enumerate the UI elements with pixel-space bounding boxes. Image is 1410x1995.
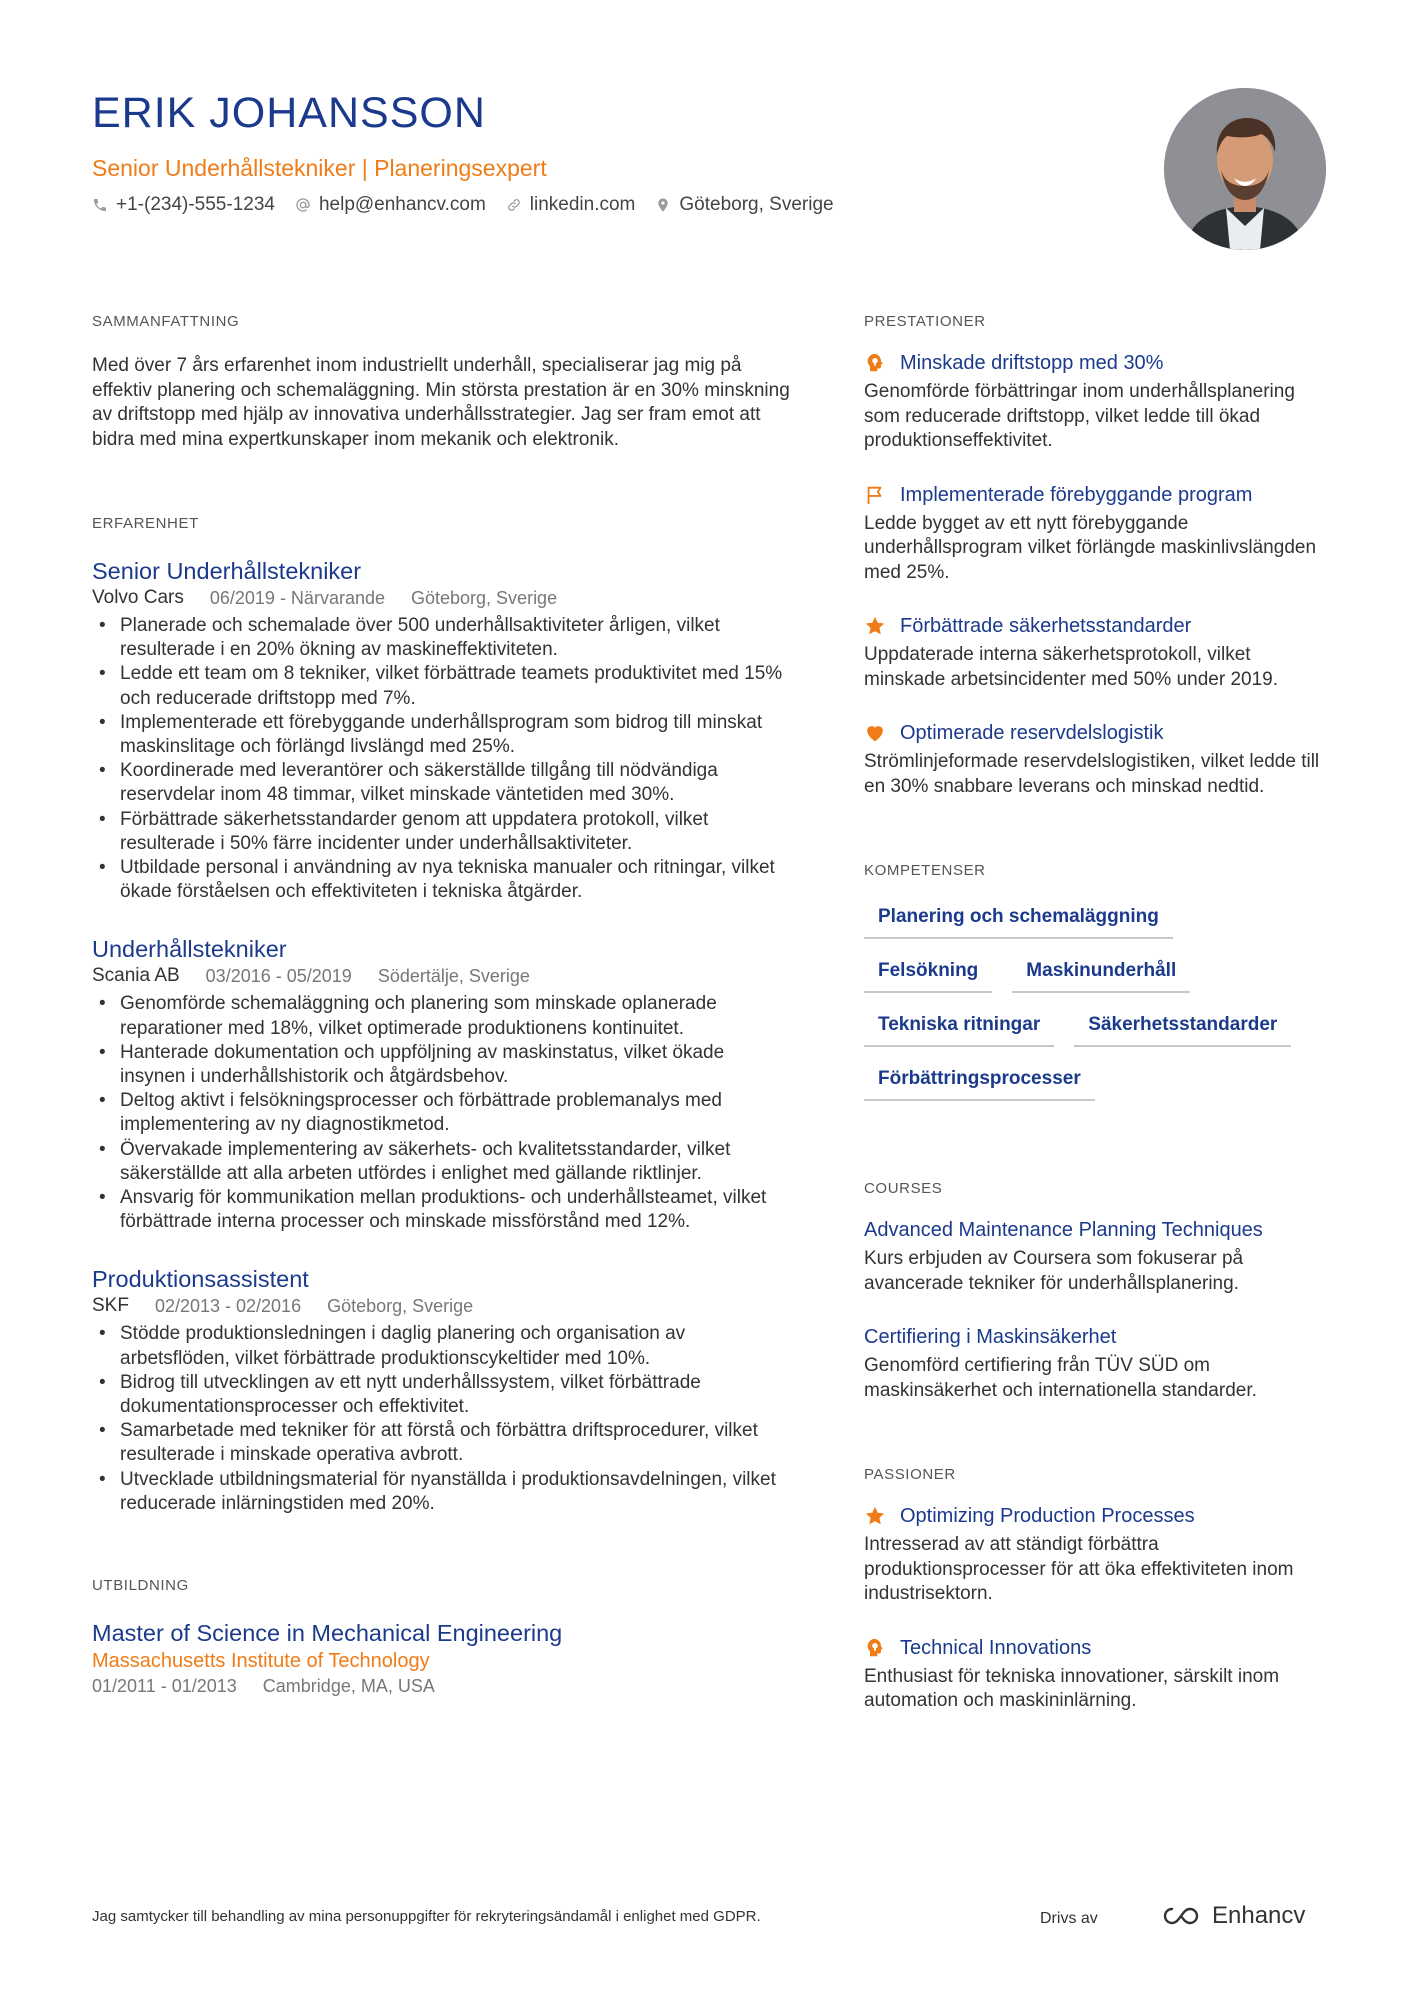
job-meta <box>92 1294 792 1318</box>
lightbulb-head-icon <box>864 1637 886 1659</box>
flag-icon <box>864 484 886 506</box>
achievement-desc: Strömlinjeformade reservdelslogistiken, vilket ledde till en 30% snabbare leverans och minskad nedtid. <box>864 751 1320 797</box>
section-title-summary: SAMMANFATTNING <box>92 313 240 330</box>
job-bullet: • Samarbetade med tekniker för att förstå och förbättra driftsprocedurer, vilket resulterade i minskade operativa avbrott. <box>92 1419 792 1467</box>
achievement-title: Minskade driftstopp med 30% <box>900 352 1164 374</box>
job-bullet: • Utbildade personal i användning av nya tekniska manualer och ritningar, vilket ökade förståelsen och effektiviteten i tekniska åtgärder. <box>92 856 792 904</box>
enhancv-logo-text: Enhancv <box>1212 1902 1306 1929</box>
job-company: Volvo Cars <box>92 587 184 608</box>
enhancv-logo[interactable] <box>1158 1902 1305 1930</box>
job-dates: 06/2019 - Närvarande <box>209 588 385 608</box>
phone-text: +1-(234)-555-1234 <box>116 194 275 215</box>
achievement-title: Förbättrade säkerhetsstandarder <box>900 615 1192 637</box>
job-bullets <box>92 1322 792 1516</box>
skill-tag: Felsökning <box>864 953 992 993</box>
link-icon <box>506 197 522 213</box>
achievement-desc: Ledde bygget av ett nytt förebyggande underhållsprogram vilket förlängde maskinlivslängden med 25%. <box>864 512 1317 583</box>
education-location: Cambridge, MA, USA <box>262 1676 435 1697</box>
job-bullet: • Planerade och schemalade över 500 underhållsaktiviteter årligen, vilket resulterade i en 20% ökning av maskineffektiviteten. <box>92 614 792 662</box>
achievement-item <box>864 613 1326 692</box>
job-meta <box>92 964 792 988</box>
right-column <box>864 312 1326 1714</box>
contact-email[interactable] <box>295 194 486 216</box>
education-meta <box>92 1674 792 1698</box>
section-title-achievements: PRESTATIONER <box>864 313 986 330</box>
passion-desc: Enthusiast för tekniska innovationer, särskilt inom automation och maskininlärning. <box>864 1665 1280 1711</box>
achievement-item <box>864 482 1326 586</box>
linkedin-text[interactable]: linkedin.com <box>529 194 636 215</box>
passion-item <box>864 1503 1326 1607</box>
course-title: Certifiering i Maskinsäkerhet <box>864 1326 1117 1348</box>
star-icon <box>864 615 886 637</box>
passion-title: Technical Innovations <box>900 1636 1092 1659</box>
job-location: Göteborg, Sverige <box>411 588 558 608</box>
heart-icon <box>864 722 886 744</box>
job-bullets <box>92 992 792 1234</box>
achievement-desc: Uppdaterade interna säkerhetsprotokoll, vilket minskade arbetsincidenter med 50% under 2019. <box>864 644 1279 690</box>
location-text: Göteborg, Sverige <box>679 194 834 215</box>
job-bullet: • Koordinerade med leverantörer och säkerställde tillgång till nödvändiga reservdelar inom 48 timmar, vilket minskade väntetiden med 30%. <box>92 759 792 807</box>
course-title: Advanced Maintenance Planning Techniques <box>864 1219 1263 1241</box>
skill-tag: Tekniska ritningar <box>864 1007 1054 1047</box>
job-bullet: • Utvecklade utbildningsmaterial för nyanställda i produktionsavdelningen, vilket reducerade inlärningstiden med 20%. <box>92 1468 792 1516</box>
section-title-education: UTBILDNING <box>92 1577 189 1595</box>
job-bullet: • Hanterade dokumentation och uppföljning av maskinstatus, vilket ökade insynen i underhållshistorik och åtgärdsbehov. <box>92 1041 792 1089</box>
job-title: Underhållstekniker <box>92 936 287 963</box>
education-school: Massachusetts Institute of Technology <box>92 1650 430 1673</box>
resume-header <box>92 88 1112 216</box>
at-icon <box>295 197 311 213</box>
candidate-headline: Senior Underhållstekniker | Planeringsexpert <box>92 155 547 181</box>
achievement-title: Optimerade reservdelslogistik <box>900 722 1164 744</box>
job-title: Senior Underhållstekniker <box>92 558 362 584</box>
achievement-desc: Genomförde förbättringar inom underhållsplanering som reducerade driftstopp, vilket ledde till ökad produktionseffektivitet. <box>864 381 1295 451</box>
job-bullet: • Bidrog till utvecklingen av ett nytt underhållssystem, vilket förbättrade dokumentationsprocesser och effektivitet. <box>92 1371 792 1419</box>
job-location: Södertälje, Sverige <box>377 966 530 987</box>
achievement-title: Implementerade förebyggande program <box>900 483 1253 506</box>
job-bullet: • Genomförde schemaläggning och planering som minskade oplanerade reparationer med 18%, vilket optimerade produktionens kontinuitet. <box>92 992 792 1040</box>
left-column <box>92 312 792 1698</box>
job-bullet: • Stödde produktionsledningen i daglig planering och organisation av arbetsflöden, vilket förbättrade produktionscykeltider med 10%. <box>92 1322 792 1370</box>
job-location: Göteborg, Sverige <box>327 1296 474 1317</box>
achievement-item <box>864 720 1326 799</box>
skill-tag: Säkerhetsstandarder <box>1074 1007 1291 1047</box>
lightbulb-head-icon <box>864 352 886 374</box>
contact-linkedin[interactable] <box>506 194 636 216</box>
job-bullet: • Ansvarig för kommunikation mellan produktions- och underhållsteamet, vilket förbättrade interna processer och minskade missförstånd med 12%. <box>92 1186 792 1234</box>
job-title: Produktionsassistent <box>92 1266 309 1293</box>
experience-entry <box>92 934 792 1234</box>
job-bullets <box>92 614 792 904</box>
phone-icon <box>92 197 108 213</box>
avatar <box>1164 88 1326 250</box>
skill-tag: Förbättringsprocesser <box>864 1061 1095 1101</box>
skills-list <box>864 899 1326 1115</box>
course-item <box>864 1217 1326 1296</box>
skill-tag: Maskinunderhåll <box>1012 953 1190 993</box>
job-company: SKF <box>92 1295 129 1317</box>
course-desc: Genomförd certifiering från TÜV SÜD om maskinsäkerhet och internationella standarder. <box>864 1355 1257 1401</box>
section-title-experience: ERFARENHET <box>92 515 199 532</box>
enhancv-logo-icon <box>1158 1904 1204 1928</box>
job-company: Scania AB <box>92 965 180 987</box>
achievement-item <box>864 350 1326 454</box>
powered-by-label: Drivs av <box>1040 1910 1098 1927</box>
education-degree: Master of Science in Mechanical Engineering <box>92 1620 563 1647</box>
experience-entry <box>92 556 792 904</box>
footer <box>92 1902 1326 1929</box>
section-title-passions: PASSIONER <box>864 1466 956 1483</box>
education-dates: 01/2011 - 01/2013 <box>92 1676 237 1697</box>
contact-phone <box>92 194 275 216</box>
contact-bar <box>92 194 1112 216</box>
gdpr-consent-text: Jag samtycker till behandling av mina personuppgifter för rekryteringsändamål i enlighet med GDPR. <box>92 1908 761 1925</box>
job-dates: 03/2016 - 05/2019 <box>205 966 352 987</box>
email-text[interactable]: help@enhancv.com <box>318 194 486 215</box>
section-title-skills: KOMPETENSER <box>864 862 986 879</box>
job-bullet: • Ledde ett team om 8 tekniker, vilket förbättrade teamets produktivitet med 15% och reducerade driftstopp med 7%. <box>92 662 792 710</box>
passion-desc: Intresserad av att ständigt förbättra produktionsprocesser för att öka effektiviteten inom industrisektorn. <box>864 1534 1294 1604</box>
candidate-name: ERIK JOHANSSON <box>92 89 486 137</box>
section-title-courses: COURSES <box>864 1180 943 1197</box>
job-bullet: • Deltog aktivt i felsökningsprocesser och förbättrade problemanalys med implementering av ny diagnostikmetod. <box>92 1089 792 1137</box>
course-desc: Kurs erbjuden av Coursera som fokuserar på avancerade tekniker för underhållsplanering. <box>864 1248 1244 1294</box>
skill-tag: Planering och schemaläggning <box>864 899 1173 939</box>
summary-text: Med över 7 års erfarenhet inom industriellt underhåll, specialiserar jag mig på effektiv planering och schemaläggning. Min största prestation är en 30% minskning av driftstopp med hjälp av innovativa underhållsstrategier. Jag ser fram emot att bidra med mina expertkunskaper inom mekanik och elektronik. <box>92 355 790 450</box>
contact-location <box>655 194 833 216</box>
passion-title: Optimizing Production Processes <box>900 1505 1195 1527</box>
location-pin-icon <box>655 197 671 213</box>
job-dates: 02/2013 - 02/2016 <box>154 1296 302 1317</box>
experience-entry <box>92 1264 792 1516</box>
star-icon <box>864 1505 886 1527</box>
job-bullet: • Implementerade ett förebyggande underhållsprogram som bidrog till minskat maskinslitage och förlängd livslängd med 25%. <box>92 711 792 759</box>
job-meta <box>92 586 792 610</box>
job-bullet: • Övervakade implementering av säkerhets- och kvalitetsstandarder, vilket säkerställde att alla arbeten utfördes i enlighet med gällande riktlinjer. <box>92 1138 792 1186</box>
passion-item <box>864 1635 1326 1714</box>
job-bullet: • Förbättrade säkerhetsstandarder genom att uppdatera protokoll, vilket resulterade i 50% färre incidenter under underhållsaktiviteter. <box>92 808 792 856</box>
profile-photo <box>1164 88 1326 250</box>
course-item <box>864 1324 1326 1403</box>
education-entry <box>92 1618 792 1698</box>
